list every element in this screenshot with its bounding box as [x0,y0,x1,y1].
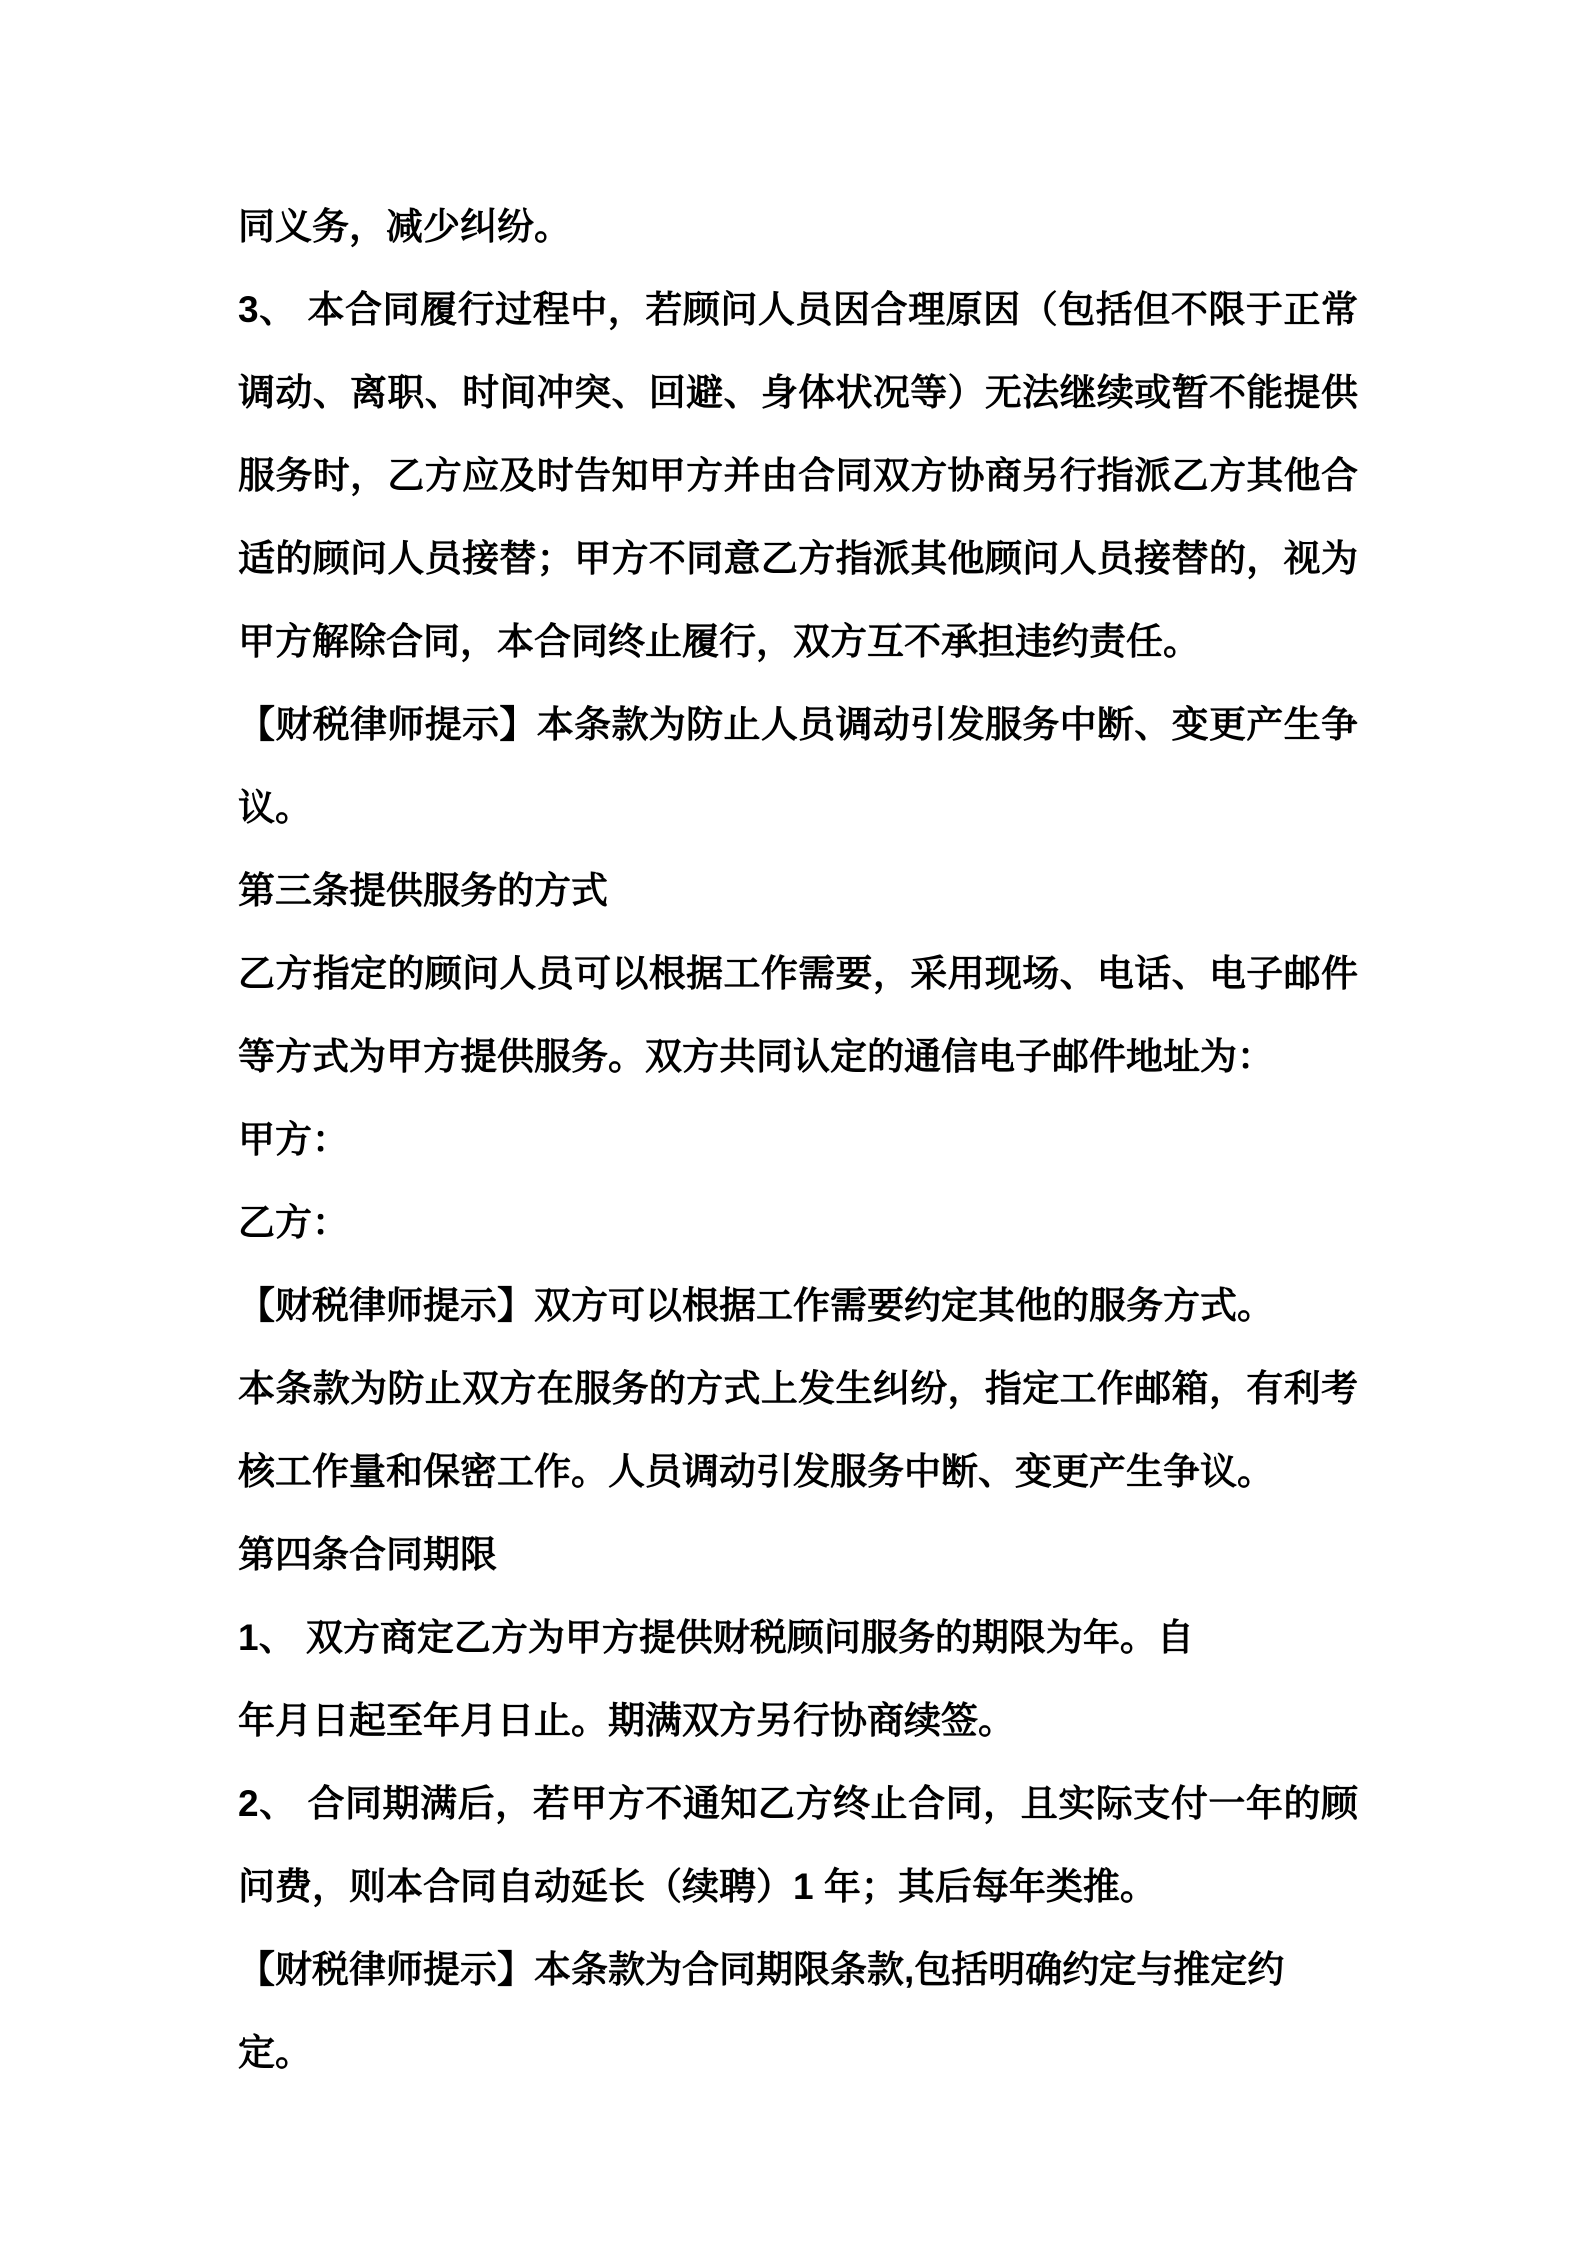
doc-line: 同义务，减少纠纷。 [238,206,571,247]
doc-line: 乙方指定的顾问人员可以根据工作需要，采用现场、电话、电子邮件 [238,953,1358,994]
lawyer-note-line: 【财税律师提示】双方可以根据工作需要约定其他的服务方式。 [238,1285,1274,1326]
doc-line: 适的顾问人员接替；甲方不同意乙方指派其他顾问人员接替的，视为 [238,538,1358,579]
doc-line: 3、 本合同履行过程中，若顾问人员因合理原因（包括但不限于正常 [238,289,1358,330]
party-b-label: 乙方： [238,1202,349,1243]
doc-line: 服务时，乙方应及时告知甲方并由合同双方协商另行指派乙方其他合 [238,455,1358,496]
doc-line: 甲方解除合同，本合同终止履行，双方互不承担违约责任。 [238,621,1200,662]
doc-line: 1、 双方商定乙方为甲方提供财税顾问服务的期限为年。自 [238,1617,1194,1658]
lawyer-note-line: 【财税律师提示】本条款为防止人员调动引发服务中断、变更产生争 [238,704,1358,745]
doc-line: 核工作量和保密工作。人员调动引发服务中断、变更产生争议。 [238,1451,1274,1492]
section-heading-article-4: 第四条合同期限 [238,1534,497,1575]
party-a-label: 甲方： [238,1119,349,1160]
contract-text-block [238,185,1358,2073]
doc-line: 议。 [238,787,312,828]
doc-line: 问费，则本合同自动延长（续聘）1 年；其后每年类推。 [238,1866,1157,1907]
doc-line: 本条款为防止双方在服务的方式上发生纠纷，指定工作邮箱，有利考 [238,1368,1358,1409]
section-heading-article-3: 第三条提供服务的方式 [238,870,608,911]
doc-line: 2、 合同期满后，若甲方不通知乙方终止合同，且实际支付一年的顾 [238,1783,1358,1824]
doc-line: 年月日起至年月日止。期满双方另行协商续签。 [238,1700,1015,1741]
doc-line: 调动、离职、时间冲突、回避、身体状况等）无法继续或暂不能提供 [238,372,1358,413]
lawyer-note-line: 【财税律师提示】本条款为合同期限条款,包括明确约定与推定约定。 [238,1949,1285,2073]
doc-line: 等方式为甲方提供服务。双方共同认定的通信电子邮件地址为： [238,1036,1274,1077]
